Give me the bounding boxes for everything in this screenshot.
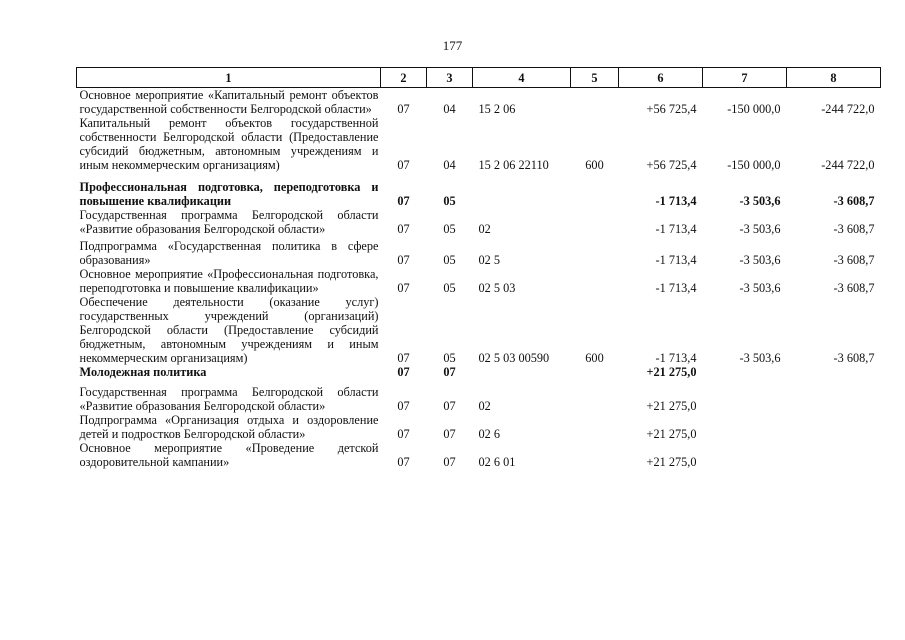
row-expense-type: 600 [585, 351, 604, 365]
row-amount-2: -150 000,0 [727, 102, 781, 116]
row-amount-1: +21 275,0 [646, 365, 697, 379]
row-section: 07 [397, 455, 410, 469]
table-body [77, 88, 881, 470]
row-expense-type [571, 208, 619, 236]
row-section: 07 [397, 158, 410, 172]
row-subsection: 07 [443, 399, 456, 413]
page-number: 177 [442, 38, 463, 53]
row-amount-3: -3 608,7 [833, 351, 875, 365]
row-target-article: 15 2 06 [478, 102, 516, 116]
row-target-article: 02 5 03 00590 [478, 351, 550, 365]
row-amount-3: -3 608,7 [833, 194, 875, 208]
row-amount-3: -3 608,7 [833, 281, 875, 295]
row-section: 07 [397, 281, 410, 295]
row-expense-type [571, 441, 619, 469]
row-amount-3: -3 608,7 [833, 222, 875, 236]
row-subsection: 05 [443, 351, 456, 365]
row-amount-3: -3 608,7 [833, 253, 875, 267]
table-row [77, 441, 881, 469]
row-amount-3: -244 722,0 [821, 102, 875, 116]
row-target-article: 15 2 06 22110 [478, 158, 549, 172]
row-amount-3 [787, 365, 881, 379]
row-amount-1: +21 275,0 [646, 399, 697, 413]
row-amount-2: -3 503,6 [739, 222, 781, 236]
table-row [77, 208, 881, 236]
row-amount-1: -1 713,4 [655, 253, 697, 267]
row-name: Подпрограмма «Организация отдыха и оздоровление детей и подростков Белгородской области» [79, 413, 379, 441]
row-section: 07 [397, 427, 410, 441]
table-row [77, 116, 881, 172]
column-header-section: 2 [381, 68, 427, 88]
row-amount-1: -1 713,4 [655, 194, 697, 208]
column-header-amount-3: 8 [787, 68, 881, 88]
row-section: 07 [397, 194, 410, 208]
row-target-article: 02 6 [478, 427, 501, 441]
row-name: Профессиональная подготовка, переподготовка и повышение квалификации [79, 180, 379, 208]
row-amount-2: -150 000,0 [727, 158, 781, 172]
row-section: 07 [397, 351, 410, 365]
table-row [77, 295, 881, 365]
row-section: 07 [397, 253, 410, 267]
row-amount-1: +21 275,0 [646, 427, 697, 441]
row-subsection: 05 [443, 281, 456, 295]
row-section: 07 [397, 222, 410, 236]
budget-table [76, 67, 881, 469]
row-expense-type [571, 88, 619, 117]
row-amount-2 [703, 441, 787, 469]
row-amount-1: -1 713,4 [655, 222, 697, 236]
table-row [77, 267, 881, 295]
table-row [77, 365, 881, 379]
column-header-expense-type: 5 [571, 68, 619, 88]
row-amount-2: -3 503,6 [739, 281, 781, 295]
row-subsection: 05 [443, 253, 456, 267]
row-amount-3 [787, 379, 881, 413]
table-row [77, 88, 881, 117]
row-name: Подпрограмма «Государственная политика в сфере образования» [79, 239, 379, 267]
row-name: Основное мероприятие «Профессиональная подготовка, переподготовка и повышение квалификации» [79, 267, 379, 295]
row-target-article: 02 6 01 [478, 455, 516, 469]
row-name: Государственная программа Белгородской области «Развитие образования Белгородской области» [79, 385, 379, 413]
row-subsection: 07 [443, 455, 456, 469]
row-target-article: 02 [478, 222, 491, 236]
row-amount-1: -1 713,4 [655, 351, 697, 365]
row-amount-3 [787, 413, 881, 441]
row-amount-3: -244 722,0 [821, 158, 875, 172]
row-amount-3 [787, 441, 881, 469]
row-section: 07 [397, 102, 410, 116]
row-name: Основное мероприятие «Проведение детской оздоровительной кампании» [79, 441, 379, 469]
column-header-amount-2: 7 [703, 68, 787, 88]
column-header-name: 1 [77, 68, 381, 88]
row-amount-2: -3 503,6 [739, 253, 781, 267]
column-header-subsection: 3 [427, 68, 473, 88]
row-expense-type [571, 379, 619, 413]
row-name: Молодежная политика [79, 365, 207, 379]
row-name: Основное мероприятие «Капитальный ремонт объектов государственной собственности Белгородской области» [79, 88, 379, 116]
row-amount-1: +56 725,4 [646, 102, 697, 116]
row-name: Капитальный ремонт объектов государственной собственности Белгородской области (Предоставление субсидий бюджетным, автономным учреждениям и иным некоммерческим организациям) [79, 116, 379, 172]
row-expense-type [571, 267, 619, 295]
table-row [77, 379, 881, 413]
table-row [77, 413, 881, 441]
row-expense-type [571, 365, 619, 379]
row-subsection: 05 [443, 194, 456, 208]
column-header-target-article: 4 [473, 68, 571, 88]
row-expense-type [571, 413, 619, 441]
row-amount-1: +21 275,0 [646, 455, 697, 469]
row-name: Обеспечение деятельности (оказание услуг) государственных учреждений (организаций) Белгородской области (Предоставление субсидий бюджетным, автономным учреждениям и иным некоммерческим организациям) [79, 295, 379, 365]
row-target-article [473, 172, 571, 208]
row-expense-type [571, 172, 619, 208]
row-section: 07 [397, 399, 410, 413]
row-target-article: 02 [478, 399, 491, 413]
row-section: 07 [397, 365, 410, 379]
row-target-article: 02 5 03 [478, 281, 516, 295]
row-expense-type: 600 [585, 158, 604, 172]
header-row [77, 68, 881, 88]
row-expense-type [571, 236, 619, 267]
row-amount-1: -1 713,4 [655, 281, 697, 295]
row-target-article [473, 365, 571, 379]
row-target-article: 02 5 [478, 253, 501, 267]
row-subsection: 07 [443, 365, 456, 379]
row-amount-1: +56 725,4 [646, 158, 697, 172]
row-amount-2 [703, 379, 787, 413]
row-amount-2: -3 503,6 [739, 194, 781, 208]
table-row [77, 236, 881, 267]
row-subsection: 07 [443, 427, 456, 441]
row-amount-2 [703, 365, 787, 379]
column-header-amount-1: 6 [619, 68, 703, 88]
row-amount-2: -3 503,6 [739, 351, 781, 365]
row-subsection: 05 [443, 222, 456, 236]
row-subsection: 04 [443, 102, 456, 116]
row-amount-2 [703, 413, 787, 441]
table-row [77, 172, 881, 208]
row-name: Государственная программа Белгородской области «Развитие образования Белгородской области» [79, 208, 379, 236]
row-subsection: 04 [443, 158, 456, 172]
